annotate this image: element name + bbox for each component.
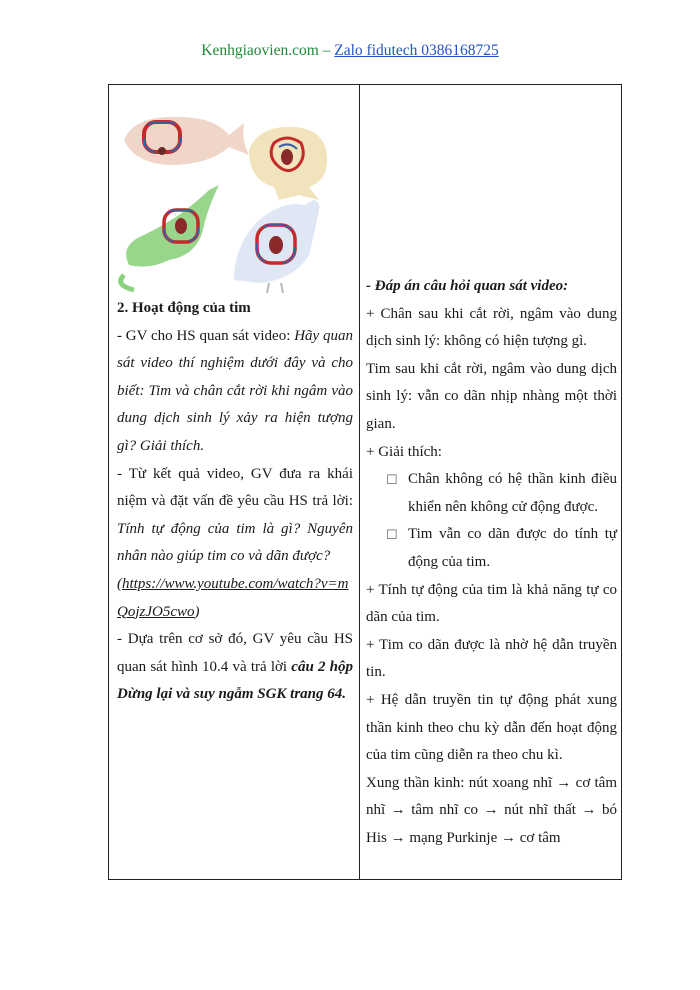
page-header bbox=[0, 42, 700, 60]
left-p2-text: - Từ kết quả video, GV đưa ra khái niệm và đặt vấn đề yêu cầu HS trả lời: bbox=[117, 465, 353, 510]
checkbox-bullet-icon: ☐ bbox=[386, 472, 398, 488]
left-p1-text: - GV cho HS quan sát video: bbox=[117, 327, 295, 344]
section-title: 2. Hoạt động của tim bbox=[117, 300, 251, 316]
checkbox-bullet-icon: ☐ bbox=[386, 527, 398, 543]
left-p1-question: Hãy quan sát video thí nghiệm dưới đây và cho biết: Tim và chân cắt rời khi ngâm vào dung dịch sinh lý xảy ra hiện tượng gì? Giải thích. bbox=[117, 327, 353, 454]
left-column bbox=[117, 85, 353, 709]
answer-conduction-system: + Hệ dẫn truyền tin tự động phát xung thần kinh theo chu kỳ dẫn đến hoạt động của tim cũng diễn ra theo chu kì. bbox=[366, 691, 617, 764]
answer-leg: + Chân sau khi cắt rời, ngâm vào dung dịch sinh lý: không có hiện tượng gì. bbox=[366, 305, 617, 350]
left-paragraph-task bbox=[117, 626, 353, 709]
link-close-paren: ) bbox=[194, 603, 200, 620]
left-paragraph-video bbox=[117, 323, 353, 461]
bullet-item bbox=[386, 521, 617, 576]
answer-conduction: + Tim co dãn được là nhờ hệ dẫn truyền tin. bbox=[366, 636, 617, 681]
answer-title: - Đáp án câu hỏi quan sát video: bbox=[366, 278, 569, 294]
header-contact[interactable]: Zalo fidutech 0386168725 bbox=[334, 42, 499, 59]
bullet-leg-text: Chân không có hệ thần kinh điều khiển nên không cử động được. bbox=[408, 471, 617, 515]
answer-explain-label: + Giải thích: bbox=[366, 443, 442, 460]
column-divider bbox=[359, 85, 360, 879]
left-p3-bold: câu 2 hộp Dừng lại và suy ngẫm SGK trang 64. bbox=[117, 658, 354, 703]
lesson-table bbox=[108, 84, 622, 880]
answer-automaticity: + Tính tự động của tim là khả năng tự co dãn của tim. bbox=[366, 581, 617, 626]
bullet-item bbox=[386, 466, 617, 521]
video-link-paragraph bbox=[117, 571, 353, 626]
bullet-heart-text: Tim vẫn co dãn được do tính tự động của tim. bbox=[408, 526, 617, 570]
answer-impulse-path: Xung thần kinh: nút xoang nhĩ → cơ tâm nhĩ → tâm nhĩ co → nút nhĩ thất → bó His → mạng Purkinje → cơ tâm bbox=[366, 774, 617, 846]
right-column bbox=[366, 85, 617, 852]
left-p3-text: - Dựa trên cơ sở đó, GV yêu cầu HS quan sát hình 10.4 và trả lời bbox=[117, 631, 353, 675]
header-site[interactable]: Kenhgiaovien.com bbox=[201, 42, 319, 59]
left-p2-question: Tính tự động của tim là gì? Nguyên nhân nào giúp tim co và dãn được? bbox=[117, 520, 353, 565]
link-open-paren: ( bbox=[117, 575, 122, 592]
header-separator: – bbox=[318, 42, 335, 59]
left-paragraph-concept bbox=[117, 461, 353, 571]
video-link[interactable]: https://www.youtube.com/watch?v=mQojzJO5cwo bbox=[117, 575, 349, 620]
answer-heart: Tim sau khi cắt rời, ngâm vào dung dịch sinh lý: vẫn co dãn nhịp nhàng một thời gian. bbox=[366, 360, 617, 432]
